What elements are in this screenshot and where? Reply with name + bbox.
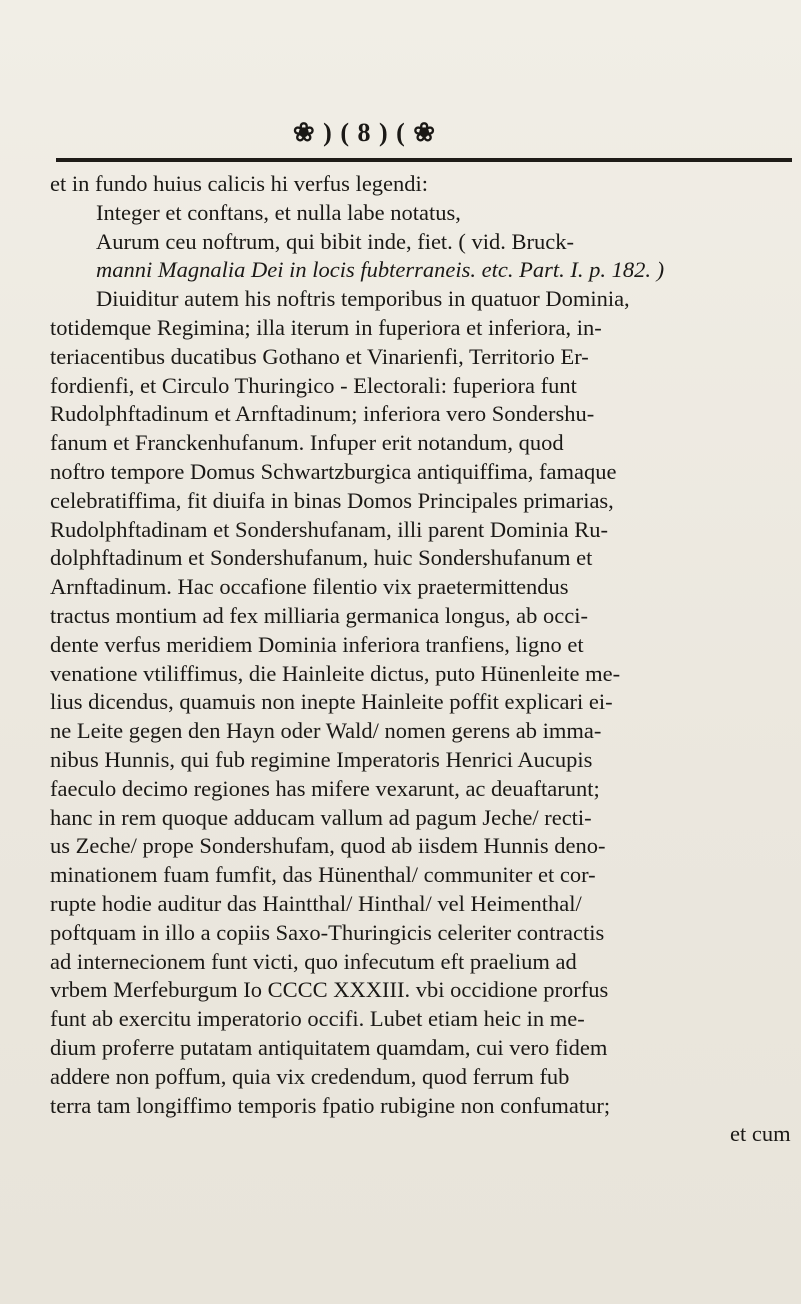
text-line: celebratiffima, fit diuifa in binas Domos Principales primarias,: [50, 487, 614, 513]
text-line: rupte hodie auditur das Haintthal/ Hinthal/ vel Heimenthal/: [50, 890, 582, 916]
text-line: teriacentibus ducatibus Gothano et Vinarienfi, Territorio Er-: [50, 343, 589, 369]
text-line: funt ab exercitu imperatorio occifi. Lubet etiam heic in me-: [50, 1006, 585, 1032]
text-line: poftquam in illo a copiis Saxo-Thuringicis celeriter contractis: [50, 919, 605, 945]
text-line: terra tam longiffimo temporis fpatio rubigine non confumatur;: [50, 1092, 611, 1118]
page-header: ❀ ) ( 8 ) ( ❀: [292, 118, 437, 147]
text-line: faeculo decimo regiones has mifere vexarunt, ac deuaftarunt;: [50, 775, 600, 801]
text-line: Rudolphftadinam et Sondershufanam, illi parent Dominia Ru-: [50, 516, 609, 542]
text-line: nibus Hunnis, qui fub regimine Imperatoris Henrici Aucupis: [50, 746, 593, 772]
text-line: Arnftadinum. Hac occafione filentio vix praetermittendus: [50, 574, 569, 600]
text-line: us Zeche/ prope Sondershufam, quod ab iisdem Hunnis deno-: [50, 833, 606, 859]
text-line: ne Leite gegen den Hayn oder Wald/ nomen gerens ab imma-: [50, 718, 602, 744]
text-line: addere non poffum, quia vix credendum, quod ferrum fub: [50, 1063, 570, 1089]
text-line: minationem fuam fumfit, das Hünenthal/ communiter et cor-: [50, 862, 596, 888]
text-line: Aurum ceu noftrum, qui bibit inde, fiet. ( vid. Bruck-: [96, 228, 575, 254]
text-line: tractus montium ad fex milliaria germanica longus, ab occi-: [50, 602, 588, 628]
text-line: ad internecionem funt victi, quo infecutum eft praelium ad: [50, 948, 577, 974]
header-rule: [56, 158, 792, 162]
text-line: dente verfus meridiem Dominia inferiora tranfiens, ligno et: [50, 631, 584, 657]
text-line: dium proferre putatam antiquitatem quamdam, cui vero fidem: [50, 1034, 608, 1060]
text-line: et in fundo huius calicis hi verfus legendi:: [50, 171, 429, 196]
body-text: [50, 170, 795, 1149]
text-line: Rudolphftadinum et Arnftadinum; inferiora vero Sondershu-: [50, 401, 595, 427]
text-line: venatione vtiliffimus, die Hainleite dictus, puto Hünenleite me-: [50, 660, 621, 686]
text-line: Integer et conftans, et nulla labe notatus,: [96, 199, 461, 225]
text-line: vrbem Merfeburgum Io CCCC XXXIII. vbi occidione prorfus: [50, 977, 609, 1003]
text-line: dolphftadinum et Sondershufanum, huic Sondershufanum et: [50, 545, 593, 571]
text-line: totidemque Regimina; illa iterum in fuperiora et inferiora, in-: [50, 314, 602, 340]
text-line: noftro tempore Domus Schwartzburgica antiquiffima, famaque: [50, 458, 617, 484]
catchword: et cum: [730, 1121, 791, 1147]
text-line: manni Magnalia Dei in locis fubterraneis. etc. Part. I. p. 182. ): [96, 257, 665, 283]
text-line: fordienfi, et Circulo Thuringico - Electorali: fuperiora funt: [50, 372, 577, 398]
text-line: lius dicendus, quamuis non inepte Hainleite poffit explicari ei-: [50, 689, 613, 715]
text-line: hanc in rem quoque adducam vallum ad pagum Jeche/ recti-: [50, 804, 592, 830]
text-line: Diuiditur autem his noftris temporibus in quatuor Dominia,: [96, 286, 630, 312]
text-line: fanum et Franckenhufanum. Infuper erit notandum, quod: [50, 430, 564, 456]
